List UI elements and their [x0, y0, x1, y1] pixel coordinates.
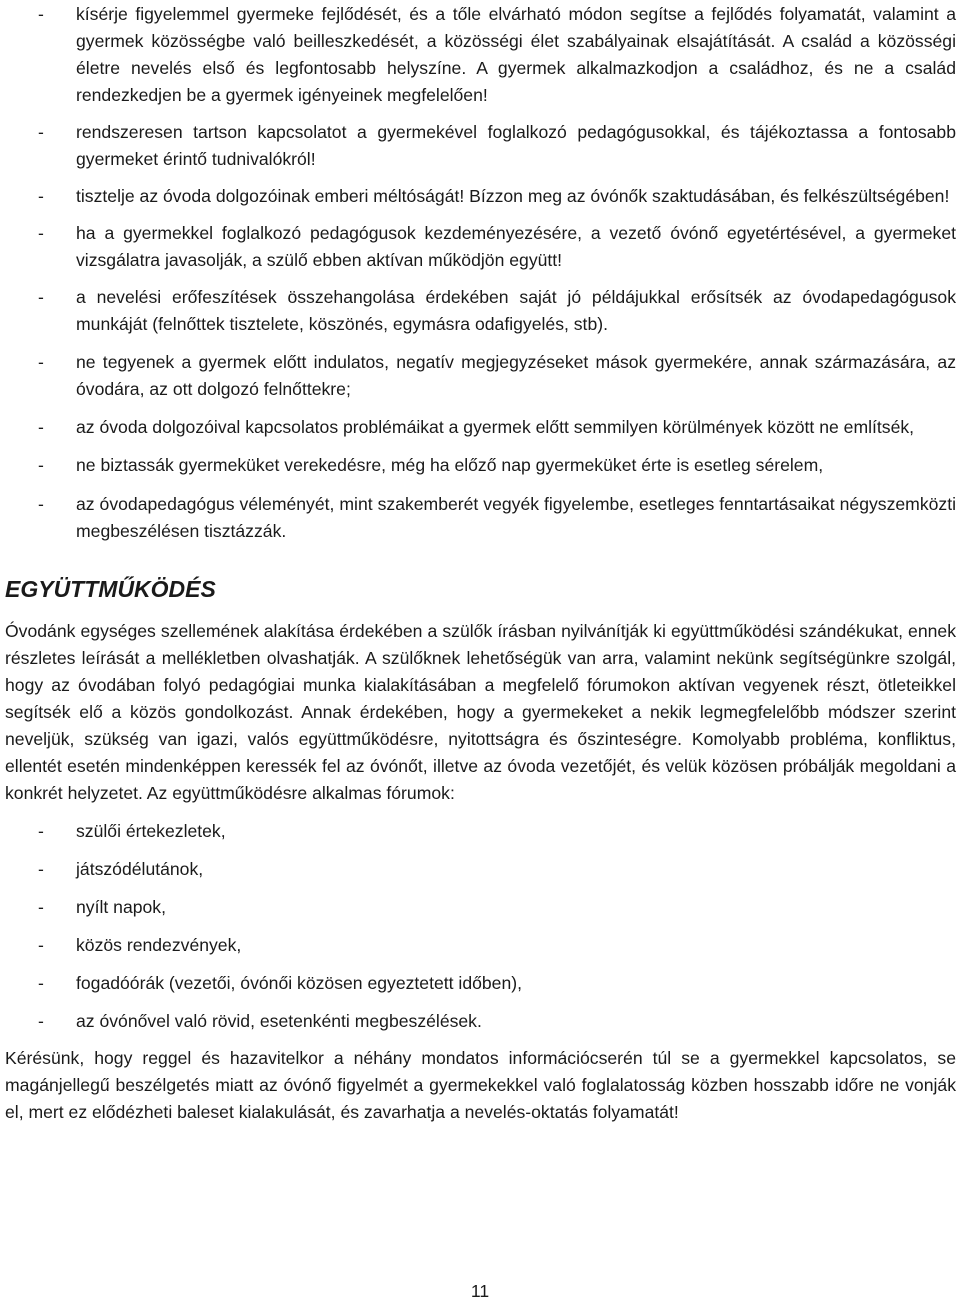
- body-paragraph-intro: Óvodánk egységes szellemének alakítása érdekében a szülők írásban nyilvánítják ki együttműködési szándékukat, ennek részletes leírását a mellékletben olvashatják. A szülőknek lehetőségük van arra, valamint nekünk segítségünkre szolgál, hogy az óvodában folyó pedagógiai munka kialakításában a megfelelő fórumokon aktívan vegyenek részt, ötleteikkel segítsék elő a közös gondolkozást. Annak érdekében, hogy a gyermekeket a nekik legmegfelelőbb módszer szerint neveljük, szükség van igazi, valós együttműködésre, nyitottságra és őszinteségre. Komolyabb probléma, konfliktus, ellentét esetén mindenképpen keressék fel az óvónőt, illetve az óvoda vezetőjét, és velük közösen próbálják megoldani a konkrét helyzetet. Az együttműködésre alkalmas fórumok:: [5, 621, 956, 803]
- bullet-marker: -: [38, 935, 44, 955]
- document-page: [5, 0, 956, 1126]
- list-item: - ha a gyermekkel foglalkozó pedagógusok kezdeményezésére, a vezető óvónő egyetértésével, a gyermeket vizsgálatra javasolják, a szülő ebben aktívan működjön együtt!: [5, 220, 956, 274]
- list-item: - nyílt napok,: [5, 894, 956, 921]
- bullet-marker: -: [38, 223, 44, 243]
- bullet-marker: -: [38, 897, 44, 917]
- bullet-marker: -: [38, 417, 44, 437]
- list-item: - szülői értekezletek,: [5, 818, 956, 845]
- page-number: 11: [470, 1281, 490, 1301]
- bullet-marker: -: [38, 821, 44, 841]
- bullet-marker: -: [38, 4, 44, 24]
- bullet-marker: -: [38, 352, 44, 372]
- bullet-marker: -: [38, 455, 44, 475]
- bullet-marker: -: [38, 122, 44, 142]
- body-paragraph-closing: Kérésünk, hogy reggel és hazavitelkor a néhány mondatos információcserén túl se a gyermekkel kapcsolatos, se magánjellegű beszélgetés miatt az óvónő figyelmét a gyermekekkel való foglalatosság közben hosszabb időre ne vonják el, mert ez elődézheti baleset kialakulását, és zavarhatja a nevelés-oktatás folyamatát!: [5, 1048, 956, 1122]
- list-item: - ne tegyenek a gyermek előtt indulatos, negatív megjegyzéseket mások gyermekére, annak származására, az óvodára, az ott dolgozó felnőttekre;: [5, 349, 956, 403]
- bullet-list-parent-duties: [5, 1, 956, 545]
- bullet-marker: -: [38, 494, 44, 514]
- list-item: - az óvodapedagógus véleményét, mint szakemberét vegyék figyelembe, esetleges fenntartásaikat négyszemközti megbeszélésen tisztázzák.: [5, 491, 956, 545]
- bullet-marker: -: [38, 186, 44, 206]
- list-item: - az óvoda dolgozóival kapcsolatos problémáikat a gyermek előtt semmilyen körülmények között ne említsék,: [5, 414, 956, 441]
- list-item: - játszódélutánok,: [5, 856, 956, 883]
- bullet-marker: -: [38, 859, 44, 879]
- list-item: - rendszeresen tartson kapcsolatot a gyermekével foglalkozó pedagógusokkal, és tájékoztassa a fontosabb gyermeket érintő tudnivalókról!: [5, 119, 956, 173]
- list-item: - kísérje figyelemmel gyermeke fejlődését, és a tőle elvárható módon segítse a fejlődés folyamatát, valamint a gyermek közösségbe való beilleszkedését, a közösségi élet szabályainak elsajátítását. A család a közösségi életre nevelés első és legfontosabb helyszíne. A gyermek alkalmazkodjon a családhoz, és ne a család rendezkedjen be a gyermek igényeinek megfelelően!: [5, 1, 956, 109]
- bullet-list-forums: [5, 818, 956, 1035]
- section-heading: EGYÜTTMŰKÖDÉS: [5, 576, 216, 602]
- list-item: - a nevelési erőfeszítések összehangolása érdekében saját jó példájukkal erősítsék az óvodapedagógusok munkáját (felnőttek tisztelete, köszönés, egymásra odafigyelés, stb).: [5, 284, 956, 338]
- list-item: - közös rendezvények,: [5, 932, 956, 959]
- list-item: - ne biztassák gyermeküket verekedésre, még ha előző nap gyermeküket érte is esetleg sérelem,: [5, 452, 956, 479]
- list-item: - tisztelje az óvoda dolgozóinak emberi méltóságát! Bízzon meg az óvónők szaktudásában, és felkészültségében!: [5, 183, 956, 210]
- list-item: - az óvónővel való rövid, esetenkénti megbeszélések.: [5, 1008, 956, 1035]
- bullet-marker: -: [38, 287, 44, 307]
- bullet-marker: -: [38, 1011, 44, 1031]
- list-item: - fogadóórák (vezetői, óvónői közösen egyeztetett időben),: [5, 970, 956, 997]
- bullet-marker: -: [38, 973, 44, 993]
